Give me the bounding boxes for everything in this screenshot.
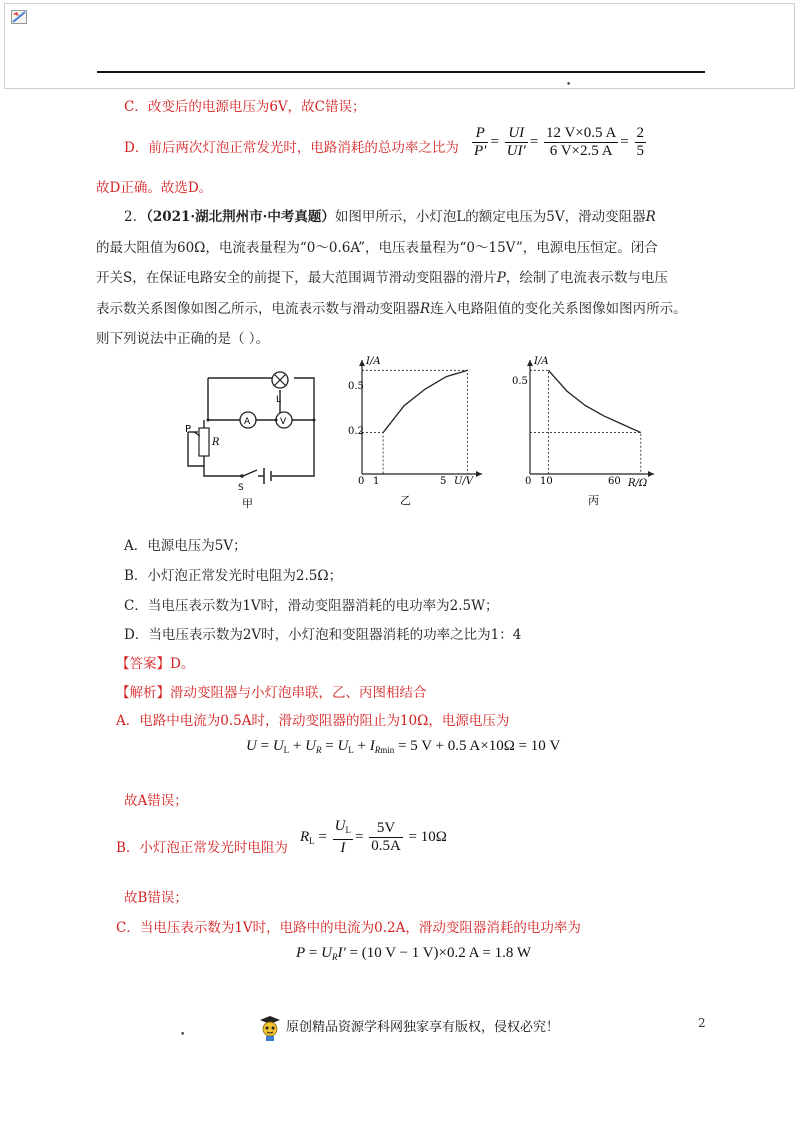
yi-xlabel: U/V xyxy=(454,476,474,487)
option-a: A．电源电压为5V； xyxy=(124,538,247,554)
caption-yi: 乙 xyxy=(400,494,411,507)
mascot-icon xyxy=(258,1014,282,1042)
option-b: B．小灯泡正常发光时电阻为2.5Ω； xyxy=(124,568,343,584)
solution-b-end: 故B错误； xyxy=(124,890,188,906)
footer-dot: • xyxy=(180,1030,186,1040)
circuit-diagram-jia xyxy=(168,360,328,510)
q2-text-4b: 连入电路阻值的变化关系图像如图丙所示。 xyxy=(430,301,687,317)
chart-bing xyxy=(508,352,668,512)
yi-xtick-1: 1 xyxy=(373,476,380,487)
q2-line-2: 的最大阻值为60Ω，电流表量程为“0～0.6A”，电压表量程为“0～15V”，电源电压恒定。闭合 xyxy=(96,240,658,256)
q2-line-1 xyxy=(124,207,656,227)
bing-ylabel: I/A xyxy=(534,356,549,367)
option-d: D．当电压表示数为2V时，小灯泡和变阻器消耗的功率之比为1：4 xyxy=(124,627,522,643)
prev-conclusion: 故D正确。故选D。 xyxy=(96,180,213,196)
yi-marks-series-line xyxy=(383,370,467,432)
header-rule xyxy=(97,71,705,73)
yi-ylabel: I/A xyxy=(366,356,381,367)
solution-a-end: 故A错误； xyxy=(124,793,188,809)
var-r: R xyxy=(645,209,656,225)
var-r2: R xyxy=(420,301,431,317)
analysis-tag: 【解析】 xyxy=(116,685,170,701)
bing-marks-guide-0 xyxy=(530,370,548,474)
bing-marks-series-line xyxy=(548,370,640,432)
var-p: P xyxy=(496,270,506,286)
yi-marks-guide-1 xyxy=(362,433,383,474)
option-c: C．当电压表示数为1V时，滑动变阻器消耗的电功率为2.5W； xyxy=(124,598,499,614)
q2-text-1: 如图甲所示，小灯泡L的额定电压为5V，滑动变阻器 xyxy=(334,209,646,225)
yi-ytick-02: 0.2 xyxy=(348,426,364,437)
page-number: 2 xyxy=(698,1016,706,1030)
prev-d: D．前后两次灯泡正常发光时，电路消耗的总功率之比为 xyxy=(124,140,459,156)
bing-xlabel: R/Ω xyxy=(628,478,648,489)
label-p: P xyxy=(185,424,192,435)
caption-jia: 甲 xyxy=(242,497,253,510)
label-v: V xyxy=(280,417,287,427)
bing-xtick-60: 60 xyxy=(608,476,621,487)
broken-image-icon xyxy=(11,10,27,24)
equation-b: $R_L$ = $\frac{U_L}{I}$ = $\frac{5V}{0.5A}$ = 10Ω xyxy=(300,818,447,856)
bing-xtick-0: 0 xyxy=(525,476,532,487)
bing-ytick-05: 0.5 xyxy=(512,376,528,387)
page-header xyxy=(4,3,795,89)
chart-yi xyxy=(340,352,490,512)
equation-c: $P = U_RI' = (10$ V − 1 V)×0.2 A = 1.8 W xyxy=(296,945,532,962)
caption-bing: 丙 xyxy=(588,494,599,507)
q2-line-5: 则下列说法中正确的是（ ）。 xyxy=(96,331,270,347)
equation-a: $U = U_L + U_R = U_L + I_{Rmin} = 5$ V + 0.5 A×10Ω = 10 V xyxy=(246,738,561,755)
solution-b: B．小灯泡正常发光时电阻为 xyxy=(116,840,288,856)
label-l: L xyxy=(276,395,282,405)
rheostat-r xyxy=(199,428,209,456)
yi-xtick-5: 5 xyxy=(440,476,447,487)
battery xyxy=(264,468,271,484)
analysis-text: 滑动变阻器与小灯泡串联，乙、丙图相结合 xyxy=(170,685,427,701)
analysis-line xyxy=(116,683,427,703)
q2-source: （2021·湖北荆州市·中考真题） xyxy=(146,209,335,225)
q2-text-4a: 表示数关系图像如图乙所示，电流表示数与滑动变阻器 xyxy=(96,301,420,317)
solution-c: C．当电压表示数为1V时，电路中的电流为0.2A，滑动变阻器消耗的电功率为 xyxy=(116,920,581,936)
answer-line: 【答案】D。 xyxy=(116,656,195,672)
q2-line-4 xyxy=(96,299,687,319)
label-s: S xyxy=(238,483,244,493)
bing-xtick-10: 10 xyxy=(540,476,553,487)
q2-text-3a: 开关S，在保证电路安全的前提下，最大范围调节滑动变阻器的滑片 xyxy=(96,270,497,286)
footer-copyright: 原创精品资源学科网独家享有版权，侵权必究！ xyxy=(286,1020,560,1035)
bing-marks-guide-1 xyxy=(530,433,641,474)
d-ratio-formula: $\frac{P}{P'}$ = $\frac{UI}{UI'}$ = $\frac{12 V\times 0.5 A}{6 V\times 2.5 A}$ = $\frac{2}{5}$ xyxy=(474,125,644,159)
yi-xtick-0: 0 xyxy=(358,476,365,487)
yi-ytick-05: 0.5 xyxy=(348,381,364,392)
q2-text-3b: ，绘制了电流表示数与电压 xyxy=(505,270,668,286)
yi-marks-guide-0 xyxy=(362,370,467,474)
solution-a: A．电路中电流为0.5A时，滑动变阻器的阻止为10Ω，电源电压为 xyxy=(116,713,510,729)
switch-s xyxy=(243,470,257,476)
label-a: A xyxy=(244,417,251,427)
q2-line-3 xyxy=(96,268,668,288)
dot-mark: • xyxy=(566,80,572,90)
prev-c: C．改变后的电源电压为6V，故C错误； xyxy=(124,99,366,115)
q2-number: 2． xyxy=(124,209,147,225)
label-r: R xyxy=(212,437,220,448)
